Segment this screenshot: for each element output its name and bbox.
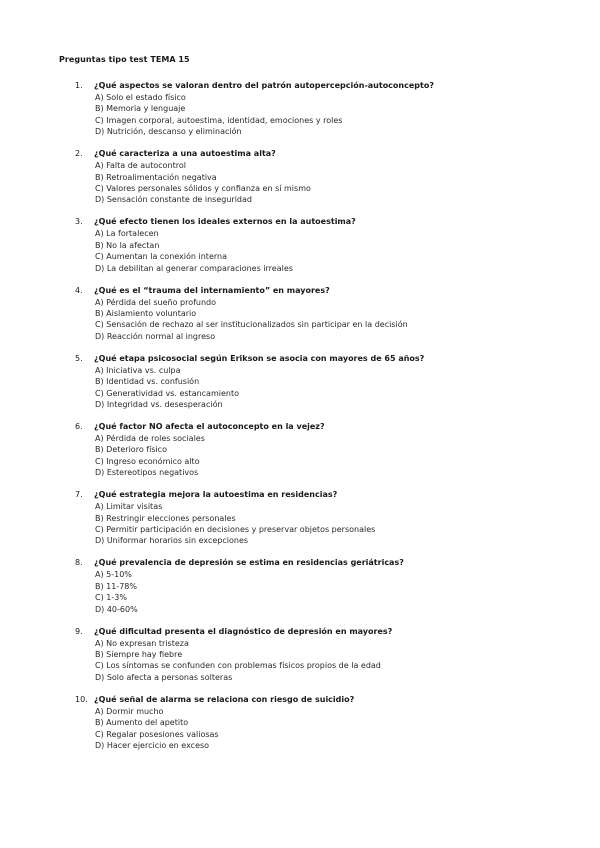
answer-option: B) Aumento del apetito (95, 718, 189, 728)
question-item (0, 353, 600, 421)
question-item (0, 694, 600, 762)
question-number: 10. (75, 694, 88, 704)
answer-option: A) Solo el estado físico (95, 93, 186, 102)
answer-options (95, 638, 381, 684)
question-number: 9. (75, 626, 83, 636)
question-text: ¿Qué dificultad presenta el diagnóstico de depresión en mayores? (94, 626, 393, 636)
answer-option: C) Generatividad vs. estancamiento (95, 388, 239, 398)
answer-option: D) Reacción normal al ingreso (95, 331, 216, 341)
question-number: 8. (75, 558, 83, 568)
answer-option: C) 1-3% (95, 593, 127, 603)
answer-option: C) Imagen corporal, autoestima, identidad, emociones y roles (95, 115, 343, 125)
question-text: ¿Qué es el “trauma del internamiento” en mayores? (94, 285, 330, 295)
answer-options (95, 160, 311, 206)
question-text: ¿Qué estrategia mejora la autoestima en residencias? (94, 490, 338, 500)
question-list (0, 80, 600, 762)
answer-option: D) Uniformar horarios sin excepciones (95, 536, 249, 546)
answer-option: D) Hacer ejercicio en exceso (95, 740, 210, 750)
answer-option: A) 5-10% (95, 570, 132, 580)
answer-option: A) Dormir mucho (95, 706, 164, 716)
question-item (0, 285, 600, 353)
question-item (0, 489, 600, 557)
answer-option: A) Limitar visitas (95, 502, 163, 512)
answer-option: A) Pérdida del sueño profundo (95, 297, 217, 307)
answer-option: C) Los síntomas se confunden con problemas físicos propios de la edad (95, 661, 381, 671)
question-item (0, 421, 600, 489)
answer-option: B) Siempre hay fiebre (95, 649, 183, 659)
question-item (0, 626, 600, 694)
answer-option: D) Sensación constante de inseguridad (95, 195, 252, 205)
question-text: ¿Qué aspectos se valoran dentro del patrón autopercepción-autoconcepto? (94, 81, 434, 90)
answer-option: C) Sensación de rechazo al ser institucionalizados sin participar en la decisión (95, 320, 408, 330)
answer-option: D) Integridad vs. desesperación (95, 399, 223, 409)
question-number: 1. (75, 81, 83, 90)
question-text: ¿Qué señal de alarma se relaciona con riesgo de suicidio? (94, 694, 355, 704)
question-item (0, 80, 600, 148)
question-item (0, 557, 600, 625)
answer-option: D) Estereotipos negativos (95, 468, 199, 478)
answer-options (95, 706, 219, 752)
answer-option: A) Pérdida de roles sociales (95, 433, 205, 443)
document-title: Preguntas tipo test TEMA 15 (59, 55, 190, 64)
answer-option: D) Solo afecta a personas solteras (95, 672, 233, 682)
answer-option: D) La debilitan al generar comparaciones irreales (95, 263, 293, 273)
answer-option: C) Permitir participación en decisiones y preservar objetos personales (95, 524, 376, 534)
answer-option: B) Aislamiento voluntario (95, 308, 197, 318)
question-item (0, 148, 600, 216)
question-number: 5. (75, 353, 83, 363)
answer-option: D) 40-60% (95, 604, 138, 614)
question-number: 7. (75, 490, 83, 500)
answer-option: A) La fortalecen (95, 229, 159, 239)
answer-options (95, 228, 293, 274)
answer-options (95, 365, 239, 411)
answer-option: B) Deterioro físico (95, 445, 167, 455)
answer-option: B) Restringir elecciones personales (95, 513, 236, 523)
question-text: ¿Qué etapa psicosocial según Erikson se asocia con mayores de 65 años? (94, 353, 425, 363)
answer-options (95, 92, 342, 138)
answer-option: A) Iniciativa vs. culpa (95, 365, 181, 375)
answer-option: B) No la afectan (95, 240, 160, 250)
question-text: ¿Qué prevalencia de depresión se estima en residencias geriátricas? (94, 558, 404, 568)
answer-option: C) Aumentan la conexión interna (95, 252, 227, 262)
answer-option: C) Valores personales sólidos y confianza en sí mismo (95, 184, 311, 193)
question-number: 4. (75, 285, 83, 295)
answer-option: C) Ingreso económico alto (95, 456, 200, 466)
answer-options (95, 433, 205, 479)
question-text: ¿Qué efecto tienen los ideales externos en la autoestima? (94, 217, 356, 227)
answer-option: D) Nutrición, descanso y eliminación (95, 127, 242, 137)
answer-option: A) No expresan tristeza (95, 638, 189, 648)
answer-options (95, 297, 408, 343)
answer-options (95, 569, 138, 615)
question-item (0, 216, 600, 284)
question-number: 6. (75, 421, 83, 431)
answer-option: B) Retroalimentación negativa (95, 172, 217, 182)
answer-option: A) Falta de autocontrol (95, 161, 186, 171)
answer-option: B) 11-78% (95, 581, 137, 591)
question-text: ¿Qué caracteriza a una autoestima alta? (94, 149, 276, 159)
question-number: 2. (75, 149, 83, 159)
answer-options (95, 501, 375, 547)
answer-option: B) Memoria y lenguaje (95, 104, 186, 114)
question-text: ¿Qué factor NO afecta el autoconcepto en la vejez? (94, 421, 325, 431)
answer-option: C) Regalar posesiones valiosas (95, 729, 219, 739)
question-number: 3. (75, 217, 83, 227)
answer-option: B) Identidad vs. confusión (95, 377, 200, 387)
